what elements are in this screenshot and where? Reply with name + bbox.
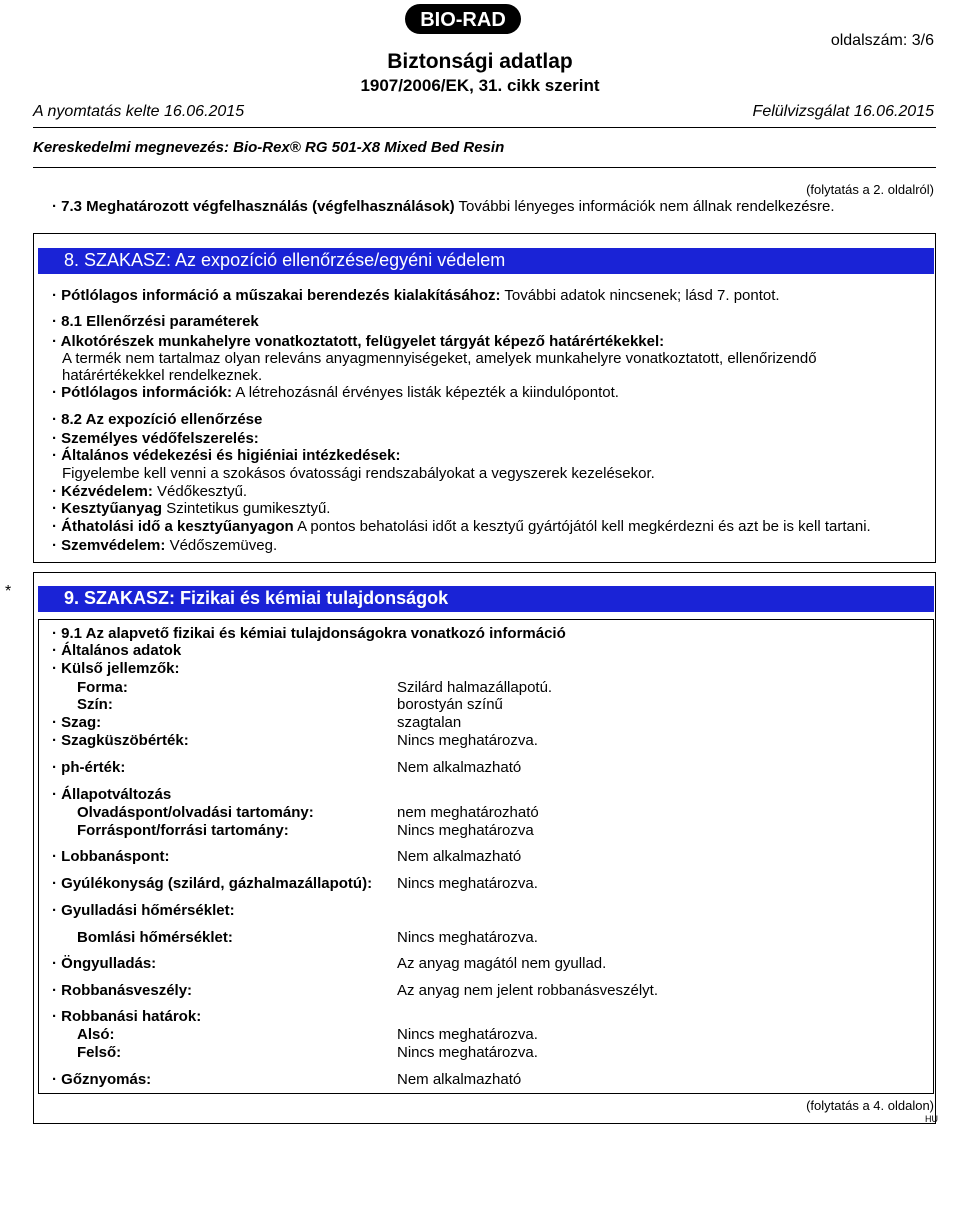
section-8-heading-text: 8. SZAKASZ: Az expozíció ellenőrzése/egyéni védelem	[64, 250, 506, 270]
components-text-line1: A termék nem tartalmaz olyan releváns anyagmennyiségeket, amelyek munkahelyre vonatkoztatott, ellenőrizendő	[62, 350, 817, 367]
flammability-label: · Gyúlékonyság (szilárd, gázhalmazállapotú):	[52, 875, 373, 892]
section-7-3	[52, 198, 835, 215]
continued-from: (folytatás a 2. oldalról)	[806, 182, 934, 197]
trade-name: Kereskedelmi megnevezés: Bio-Rex® RG 501-X8 Mixed Bed Resin	[33, 139, 505, 156]
hand-protection-label: · Kézvédelem:	[52, 483, 153, 500]
components-text-line2: határértékekkel rendelkeznek.	[62, 367, 263, 384]
section-7-3-text: További lényeges információk nem állnak rendelkezésre.	[458, 198, 835, 215]
decomposition-temperature-value: Nincs meghatározva.	[397, 929, 538, 946]
breakthrough-time-label: · Áthatolási idő a kesztyűanyagon	[52, 518, 294, 535]
breakthrough-time-text: A pontos behatolási időt a kesztyű gyártójától kell megkérdezni és azt be is kell tartani.	[297, 518, 871, 535]
revision-marker: *	[5, 583, 12, 600]
self-ignition-label: · Öngyulladás:	[52, 955, 157, 972]
glove-material-text: Szintetikus gumikesztyű.	[166, 500, 331, 517]
section-7-3-label: · 7.3 Meghatározott végfelhasználás (végfelhasználások)	[52, 198, 455, 215]
bio-rad-logo	[404, 3, 522, 35]
flash-point-label: · Lobbanáspont:	[52, 848, 170, 865]
section-8-2-title: · 8.2 Az expozíció ellenőrzése	[52, 411, 263, 428]
colour-label: Szín:	[77, 696, 113, 713]
lower-limit-label: Alsó:	[77, 1026, 115, 1043]
extra-info-text: A létrehozásnál érvényes listák képezték a kiindulópontot.	[235, 384, 619, 401]
section-8-1-title: · 8.1 Ellenőrzési paraméterek	[52, 313, 259, 330]
general-info: · Általános adatok	[52, 642, 182, 659]
self-ignition-value: Az anyag magától nem gyullad.	[397, 955, 607, 972]
odour-value: szagtalan	[397, 714, 462, 731]
tech-info-text: További adatok nincsenek; lásd 7. pontot.	[504, 287, 780, 304]
tech-info	[52, 287, 780, 304]
logo-graphic	[404, 3, 522, 35]
upper-limit-value: Nincs meghatározva.	[397, 1044, 538, 1061]
ph-label: · ph-érték:	[52, 759, 126, 776]
breakthrough-time	[52, 518, 871, 535]
eye-protection-text: Védőszemüveg.	[169, 537, 278, 554]
extra-info	[52, 384, 619, 401]
vapour-pressure-value: Nem alkalmazható	[397, 1071, 522, 1088]
ph-value: Nem alkalmazható	[397, 759, 522, 776]
form-value: Szilárd halmazállapotú.	[397, 679, 553, 696]
appearance-label: · Külső jellemzők:	[52, 660, 180, 677]
lower-limit-value: Nincs meghatározva.	[397, 1026, 538, 1043]
extra-info-label: · Pótlólagos információk:	[52, 384, 233, 401]
eye-protection-label: · Szemvédelem:	[52, 537, 166, 554]
glove-material	[52, 500, 330, 517]
vapour-pressure-label: · Gőznyomás:	[52, 1071, 152, 1088]
upper-limit-label: Felső:	[77, 1044, 122, 1061]
state-change-label: · Állapotváltozás	[52, 786, 172, 803]
hygiene-text: Figyelembe kell venni a szokásos óvatossági rendszabályokat a vegyszerek kezelésekor.	[62, 465, 655, 482]
continued-to: (folytatás a 4. oldalon)	[806, 1098, 934, 1113]
hand-protection-text: Védőkesztyű.	[157, 483, 248, 500]
form-label: Forma:	[77, 679, 128, 696]
page-number: oldalszám: 3/6	[830, 32, 934, 49]
header-divider-bottom	[33, 167, 936, 168]
odour-threshold-value: Nincs meghatározva.	[397, 732, 538, 749]
odour-label: · Szag:	[52, 714, 102, 731]
revised-date: Felülvizsgálat 16.06.2015	[752, 103, 934, 120]
section-9-1-title: · 9.1 Az alapvető fizikai és kémiai tulajdonságokra vonatkozó információ	[52, 625, 566, 642]
section-9-heading	[38, 586, 934, 612]
hygiene-label: · Általános védekezési és higiéniai intézkedések:	[52, 447, 401, 464]
glove-material-label: · Kesztyűanyag	[52, 500, 163, 517]
explosion-hazard-value: Az anyag nem jelent robbanásveszélyt.	[397, 982, 658, 999]
explosion-hazard-label: · Robbanásveszély:	[52, 982, 193, 999]
eye-protection	[52, 537, 277, 554]
language-code: HU	[925, 1114, 938, 1124]
melting-point-value: nem meghatározható	[397, 804, 539, 821]
printed-date: A nyomtatás kelte 16.06.2015	[33, 103, 245, 120]
tech-info-label: · Pótlólagos információ a műszakai berendezés kialakításához:	[52, 287, 501, 304]
header-divider	[33, 127, 936, 128]
logo-text: BIO-RAD	[420, 9, 506, 31]
flash-point-value: Nem alkalmazható	[397, 848, 522, 865]
odour-threshold-label: · Szagküszöbérték:	[52, 732, 189, 749]
document-subtitle: 1907/2006/EK, 31. cikk szerint	[360, 76, 600, 95]
document-title: Biztonsági adatlap	[387, 50, 573, 73]
explosion-limits-label: · Robbanási határok:	[52, 1008, 202, 1025]
decomposition-temperature-label: Bomlási hőmérséklet:	[77, 929, 233, 946]
section-9-heading-text: 9. SZAKASZ: Fizikai és kémiai tulajdonságok	[64, 588, 449, 608]
ppe-label: · Személyes védőfelszerelés:	[52, 430, 259, 447]
melting-point-label: Olvadáspont/olvadási tartomány:	[77, 804, 314, 821]
colour-value: borostyán színű	[397, 696, 503, 713]
boiling-point-label: Forráspont/forrási tartomány:	[77, 822, 289, 839]
boiling-point-value: Nincs meghatározva	[397, 822, 534, 839]
ignition-temperature-label: · Gyulladási hőmérséklet:	[52, 902, 235, 919]
hand-protection	[52, 483, 247, 500]
flammability-value: Nincs meghatározva.	[397, 875, 538, 892]
components-label: · Alkotórészek munkahelyre vonatkoztatott, felügyelet tárgyát képező határértékekkel:	[52, 333, 665, 350]
section-8-heading	[38, 248, 934, 274]
